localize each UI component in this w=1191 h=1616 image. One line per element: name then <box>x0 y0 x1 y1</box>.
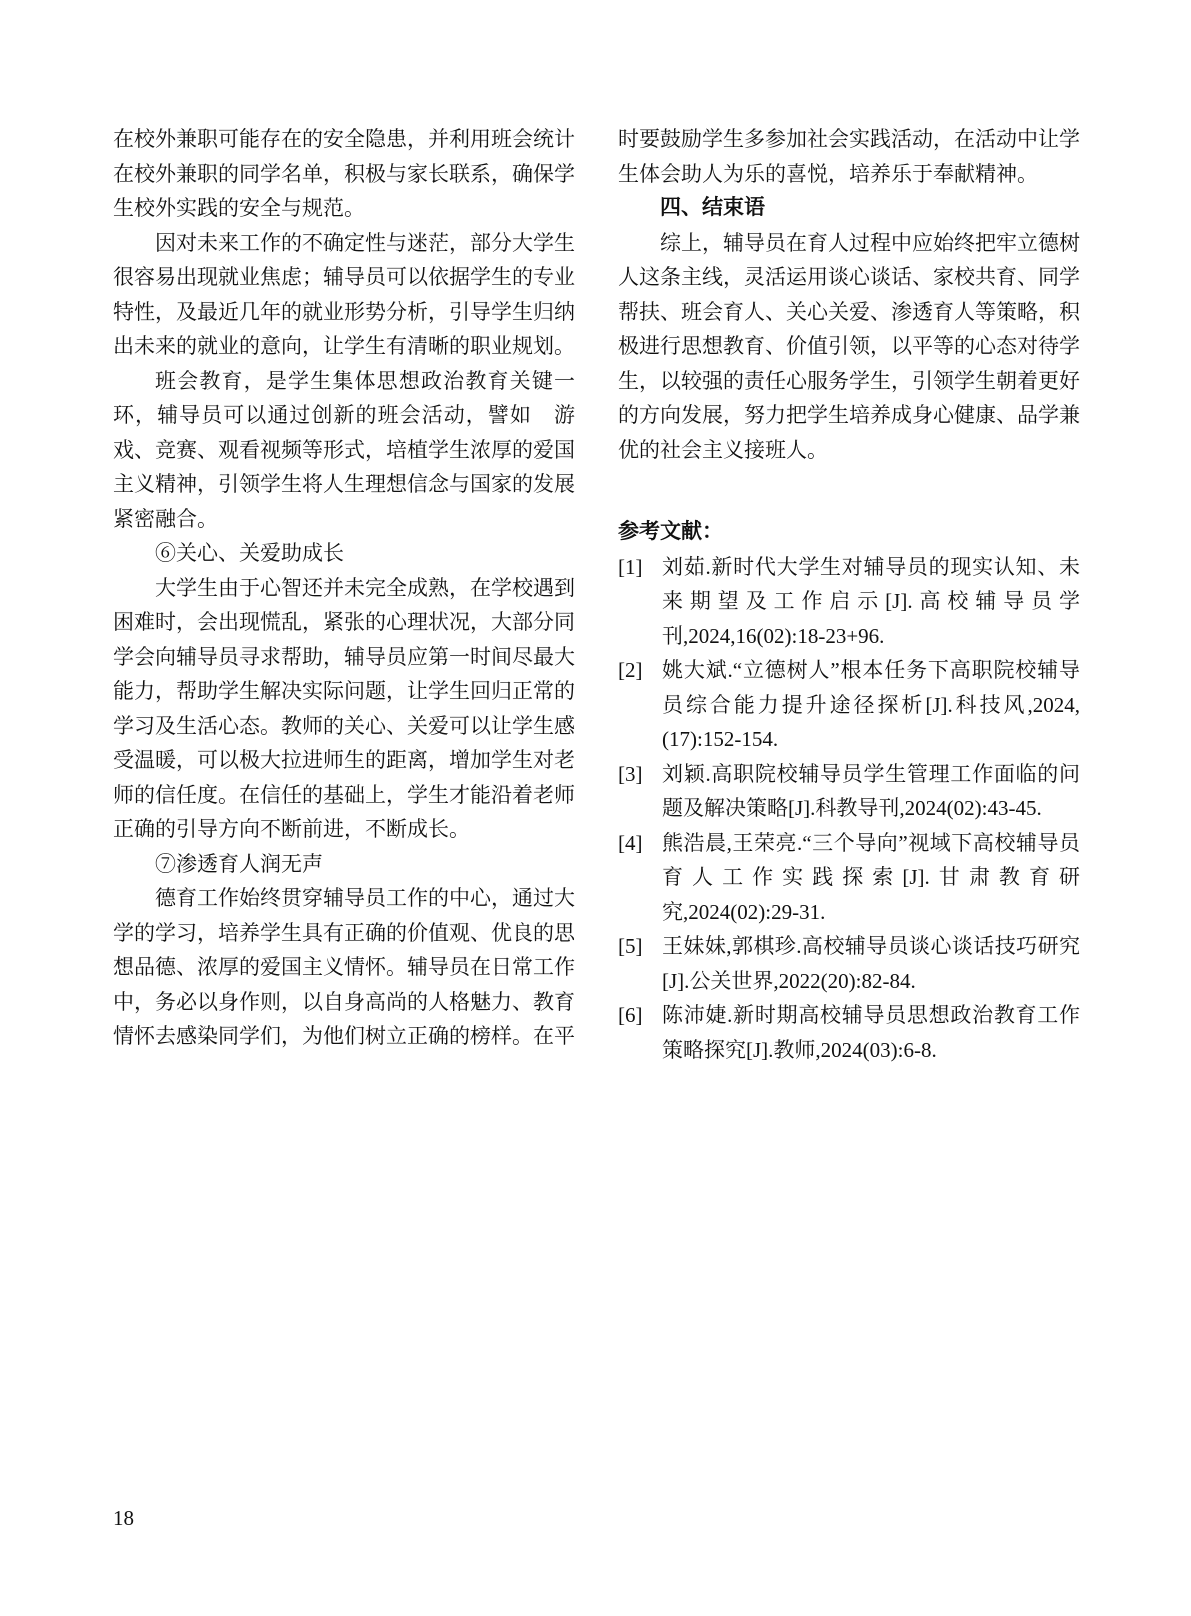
paragraph: 在校外兼职可能存在的安全隐患，并利用班会统计在校外兼职的同学名单，积极与家长联系，确保学生校外实践的安全与规范。 <box>113 127 575 220</box>
reference-text: 熊浩晨,王荣亮.“三个导向”视域下高校辅导员育人工作实践探索[J].甘肃教育研究,2024(02):29-31. <box>662 830 1080 924</box>
reference-label: [4] <box>618 830 643 855</box>
right-column <box>618 122 1080 1067</box>
reference-label: [2] <box>618 658 643 682</box>
reference-text: 刘颖.高职院校辅导员学生管理工作面临的问题及解决策略[J].科教导刊,2024(02):43-45. <box>662 761 1080 820</box>
reference-text: 刘茹.新时代大学生对辅导员的现实认知、未来期望及工作启示[J].高校辅导员学刊,2024,16(02):18-23+96. <box>662 554 1080 648</box>
subsection-heading: ⑥关心、关爱助成长 <box>155 541 344 565</box>
reference-text: 姚大斌.“立德树人”根本任务下高职院校辅导员综合能力提升途径探析[J].科技风,2024,(17):152-154. <box>662 658 1080 751</box>
paragraph: 大学生由于心智还并未完全成熟，在学校遇到困难时，会出现慌乱，紧张的心理状况，大部分同学会向辅导员寻求帮助，辅导员应第一时间尽最大能力，帮助学生解决实际问题，让学生回归正常的学习及生活心态。教师的关心、关爱可以让学生感受温暖，可以极大拉进师生的距离，增加学生对老师的信任度。在信任的基础上，学生才能沿着老师正确的引导方向不断前进，不断成长。 <box>113 575 575 841</box>
paragraph: 因对未来工作的不确定性与迷茫，部分大学生很容易出现就业焦虑；辅导员可以依据学生的专业特性，及最近几年的就业形势分析，引导学生归纳出未来的就业的意向，让学生有清晰的职业规划。 <box>113 230 575 358</box>
reference-item <box>618 653 1080 757</box>
two-column-layout <box>113 122 1080 1067</box>
reference-label: [1] <box>618 554 643 579</box>
reference-item <box>618 998 1080 1067</box>
paragraph: 时要鼓励学生多参加社会实践活动，在活动中让学生体会助人为乐的喜悦，培养乐于奉献精神。 <box>618 127 1080 186</box>
reference-label: [6] <box>618 1003 643 1027</box>
reference-label: [5] <box>618 934 643 958</box>
reference-item <box>618 929 1080 998</box>
reference-text: 王妹妹,郭棋珍.高校辅导员谈心谈话技巧研究[J].公关世界,2022(20):82-84. <box>662 934 1080 993</box>
reference-text: 陈沛婕.新时期高校辅导员思想政治教育工作策略探究[J].教师,2024(03):6-8. <box>662 1003 1080 1062</box>
references-section <box>618 515 1080 1067</box>
page-number: 18 <box>113 1506 134 1530</box>
paragraph: 班会教育，是学生集体思想政治教育关键一环，辅导员可以通过创新的班会活动，譬如 游戏、竞赛、观看视频等形式，培植学生浓厚的爱国主义精神，引领学生将人生理想信念与国家的发展紧密融合。 <box>113 368 575 531</box>
paragraph: 综上，辅导员在育人过程中应始终把牢立德树人这条主线，灵活运用谈心谈话、家校共育、同学帮扶、班会育人、关心关爱、渗透育人等策略，积极进行思想教育、价值引领，以平等的心态对待学生，以较强的责任心服务学生，引领学生朝着更好的方向发展，努力把学生培养成身心健康、品学兼优的社会主义接班人。 <box>618 230 1080 462</box>
left-column <box>113 122 575 1067</box>
section-heading: 四、结束语 <box>660 196 765 219</box>
reference-item <box>618 757 1080 826</box>
reference-item <box>618 826 1080 930</box>
reference-label: [3] <box>618 761 643 786</box>
references-heading: 参考文献： <box>618 520 723 543</box>
paragraph: 德育工作始终贯穿辅导员工作的中心，通过大学的学习，培养学生具有正确的价值观、优良的思想品德、浓厚的爱国主义情怀。辅导员在日常工作中，务必以身作则，以自身高尚的人格魅力、教育情怀去感染同学们，为他们树立正确的榜样。在平 <box>113 886 575 1048</box>
reference-item <box>618 550 1080 654</box>
subsection-heading: ⑦渗透育人润无声 <box>155 851 323 876</box>
